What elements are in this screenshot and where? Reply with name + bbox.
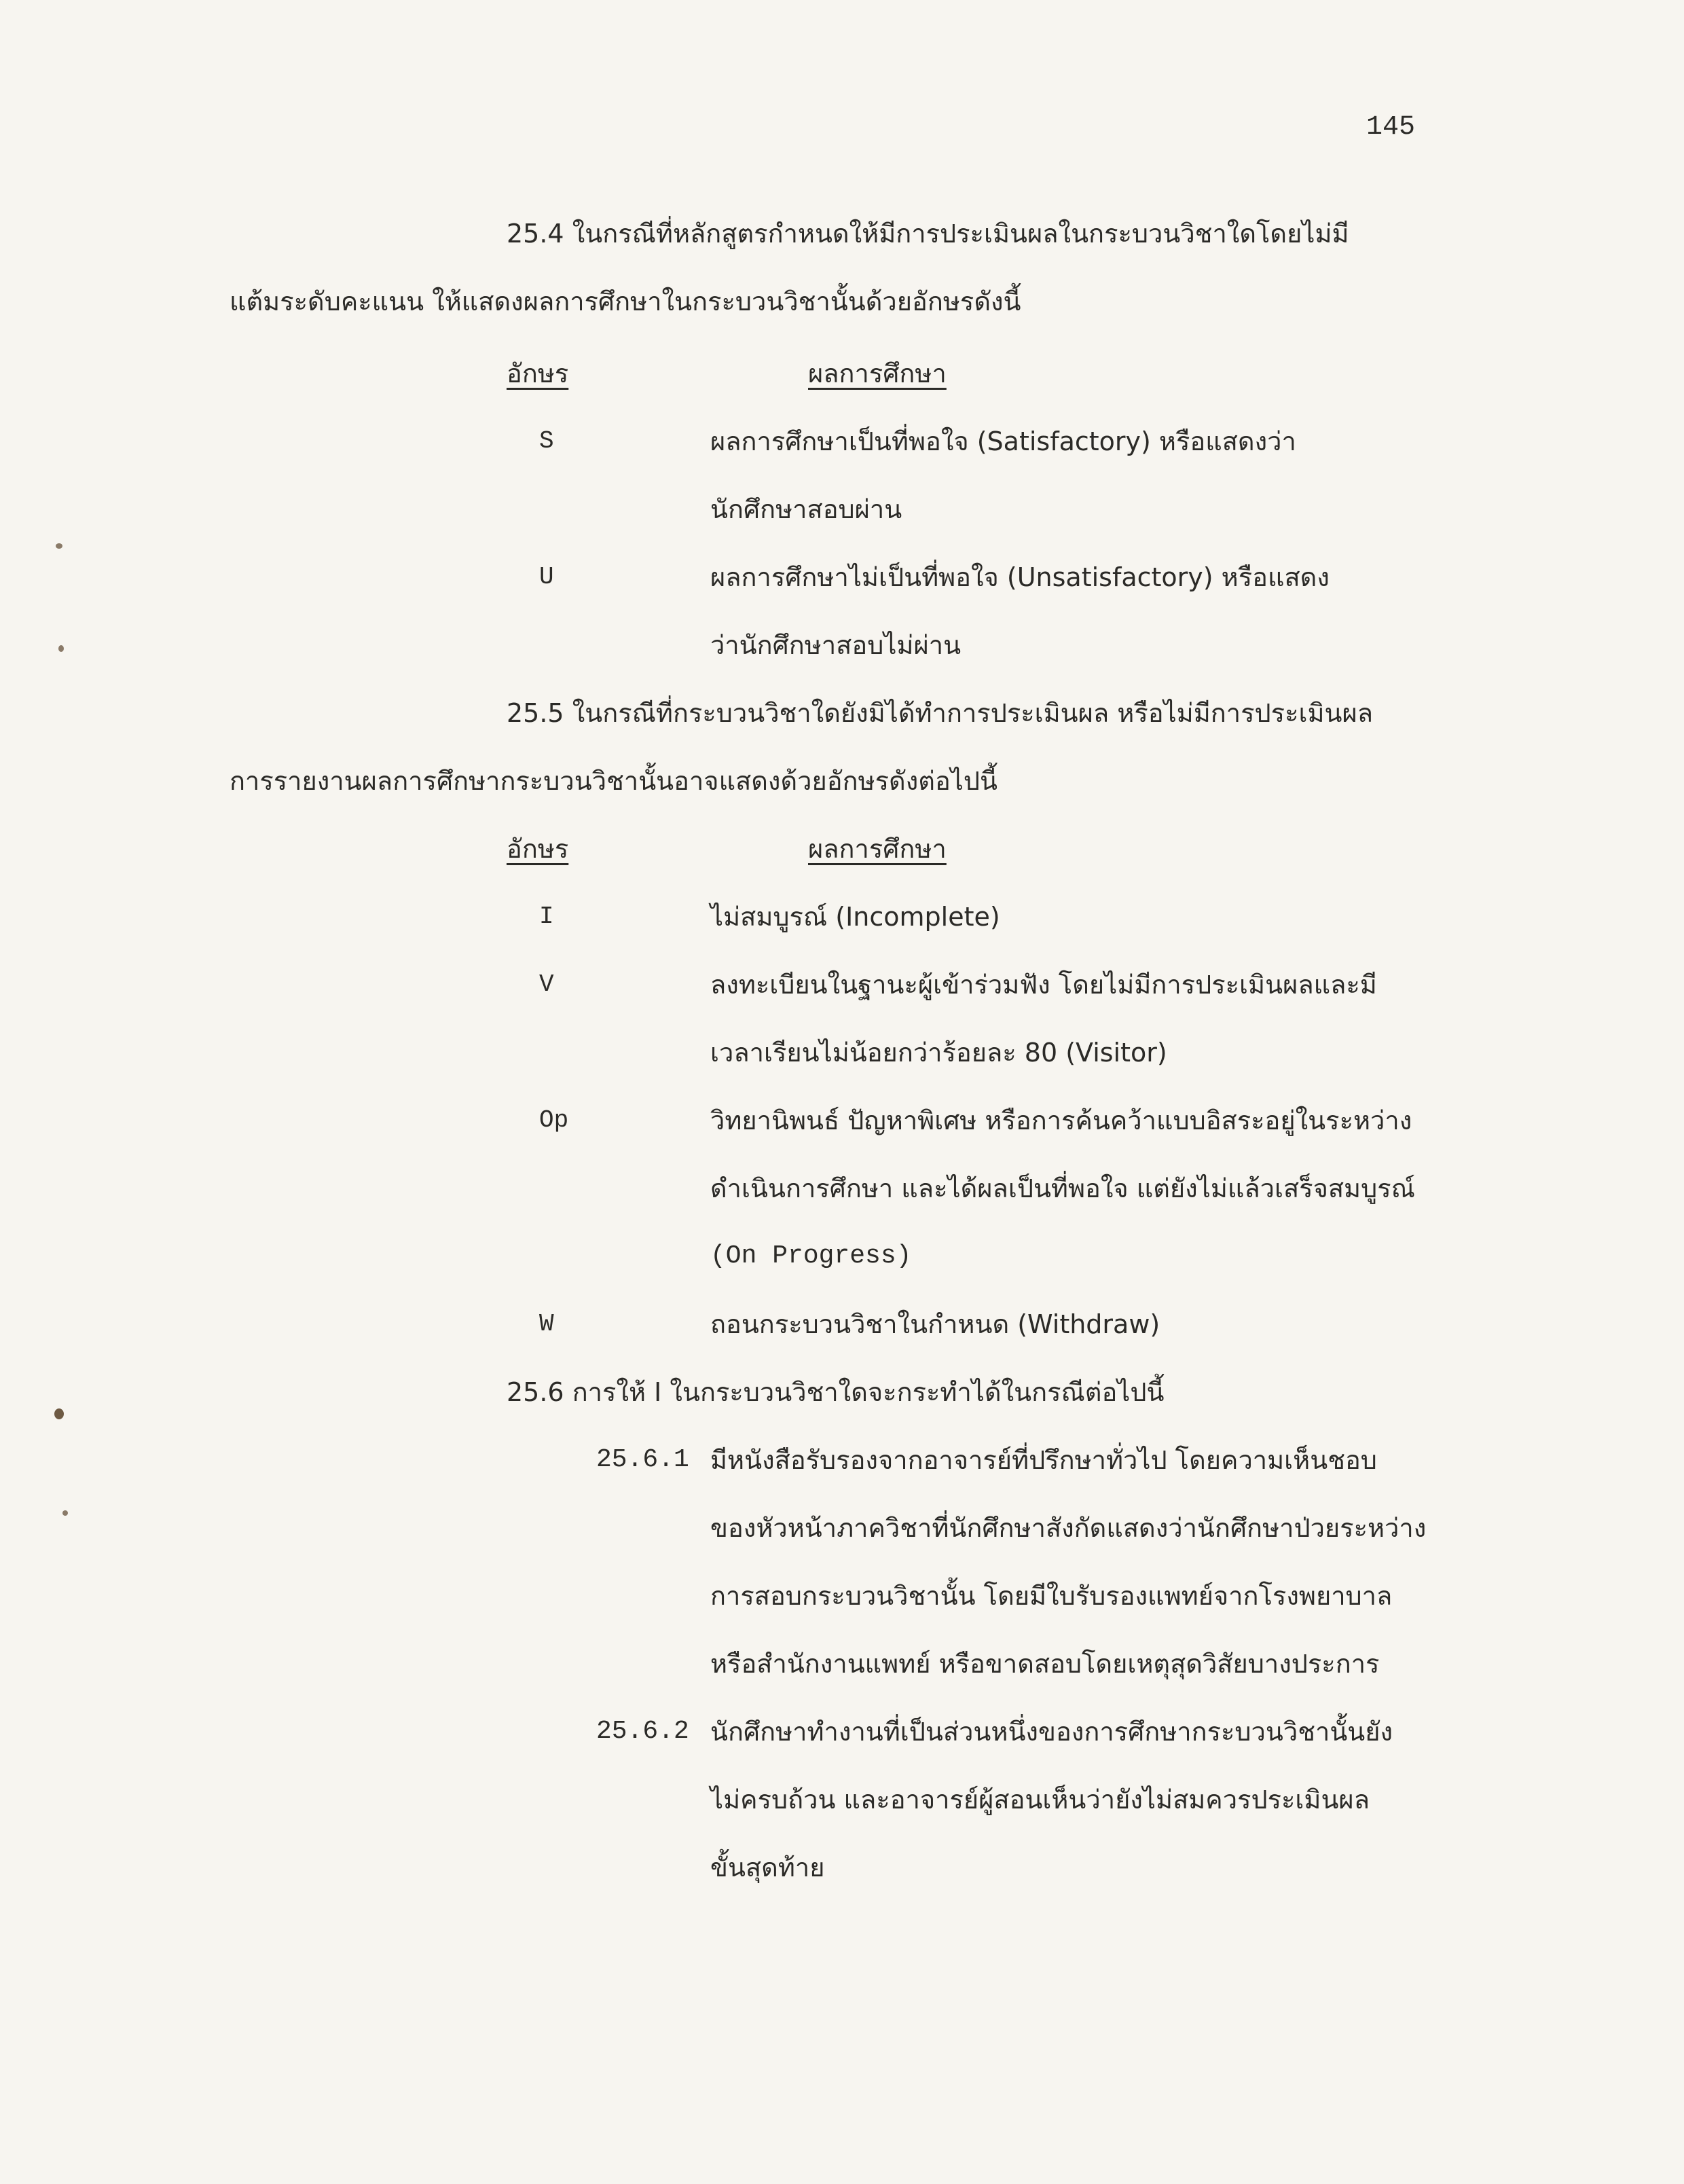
section-25-4-line-2: แต้มระดับคะแนน ให้แสดงผลการศึกษาในกระบวนวิชานั้นด้วยอักษรดังนี้ (230, 287, 1021, 316)
paper-speck (56, 543, 62, 549)
grade-u-description-2: ว่านักศึกษาสอบไม่ผ่าน (710, 630, 962, 660)
grade-op-description-1: วิทยานิพนธ์ ปัญหาพิเศษ หรือการค้นคว้าแบบอิสระอยู่ในระหว่าง (710, 1106, 1412, 1135)
grade-s-description-2: นักศึกษาสอบผ่าน (710, 494, 902, 524)
section-25-4-line-1: 25.4 ในกรณีที่หลักสูตรกำหนดให้มีการประเมินผลในกระบวนวิชาใดโดยไม่มี (507, 219, 1349, 249)
grade-op-description-3: (On Progress) (710, 1241, 912, 1271)
paper-speck (58, 645, 64, 652)
grade-letter-s: S (539, 427, 554, 455)
grade-letter-w: W (539, 1310, 554, 1338)
grade-u-description-1: ผลการศึกษาไม่เป็นที่พอใจ (Unsatisfactory) หรือแสดง (710, 562, 1330, 592)
section-25-6-line-1: 25.6 การให้ I ในกระบวนวิชาใดจะกระทำได้ในกรณีต่อไปนี้ (507, 1377, 1165, 1407)
table-header-result: ผลการศึกษา (808, 834, 947, 864)
item-25-6-1-line-4: หรือสำนักงานแพทย์ หรือขาดสอบโดยเหตุสุดวิสัยบางประการ (710, 1649, 1380, 1679)
item-25-6-2-line-1: นักศึกษาทำงานที่เป็นส่วนหนึ่งของการศึกษากระบวนวิชานั้นยัง (710, 1717, 1393, 1747)
table-header-result: ผลการศึกษา (808, 359, 947, 388)
item-25-6-1-line-2: ของหัวหน้าภาควิชาที่นักศึกษาสังกัดแสดงว่านักศึกษาป่วยระหว่าง (710, 1513, 1427, 1543)
item-25-6-1-number: 25.6.1 (596, 1445, 689, 1474)
page-number: 145 (1366, 112, 1416, 143)
item-25-6-1-line-3: การสอบกระบวนวิชานั้น โดยมีใบรับรองแพทย์จากโรงพยาบาล (710, 1581, 1393, 1611)
table-header-letter: อักษร (507, 359, 569, 388)
section-25-5-line-2: การรายงานผลการศึกษากระบวนวิชานั้นอาจแสดงด้วยอักษรดังต่อไปนี้ (230, 766, 998, 796)
item-25-6-2-number: 25.6.2 (596, 1717, 689, 1746)
grade-letter-u: U (539, 563, 554, 591)
grade-w-description-1: ถอนกระบวนวิชาในกำหนด (Withdraw) (710, 1309, 1160, 1339)
table-header-letter: อักษร (507, 834, 569, 864)
grade-v-description-2: เวลาเรียนไม่น้อยกว่าร้อยละ 80 (Visitor) (710, 1038, 1167, 1068)
paper-speck (62, 1510, 68, 1516)
grade-letter-i: I (539, 903, 554, 930)
item-25-6-2-line-2: ไม่ครบถ้วน และอาจารย์ผู้สอนเห็นว่ายังไม่สมควรประเมินผล (710, 1785, 1370, 1815)
item-25-6-1-line-1: มีหนังสือรับรองจากอาจารย์ที่ปรึกษาทั่วไป โดยความเห็นชอบ (710, 1445, 1377, 1475)
grade-s-description-1: ผลการศึกษาเป็นที่พอใจ (Satisfactory) หรือแสดงว่า (710, 426, 1296, 456)
item-25-6-2-line-3: ขั้นสุดท้าย (710, 1853, 825, 1882)
paper-speck (54, 1408, 64, 1419)
grade-letter-op: Op (539, 1106, 569, 1134)
grade-letter-v: V (539, 970, 554, 998)
grade-i-description-1: ไม่สมบูรณ์ (Incomplete) (710, 902, 1000, 932)
grade-op-description-2: ดำเนินการศึกษา และได้ผลเป็นที่พอใจ แต่ยังไม่แล้วเสร็จสมบูรณ์ (710, 1173, 1415, 1203)
section-25-5-line-1: 25.5 ในกรณีที่กระบวนวิชาใดยังมิได้ทำการประเมินผล หรือไม่มีการประเมินผล (507, 698, 1374, 728)
grade-v-description-1: ลงทะเบียนในฐานะผู้เข้าร่วมฟัง โดยไม่มีการประเมินผลและมี (710, 970, 1377, 1000)
